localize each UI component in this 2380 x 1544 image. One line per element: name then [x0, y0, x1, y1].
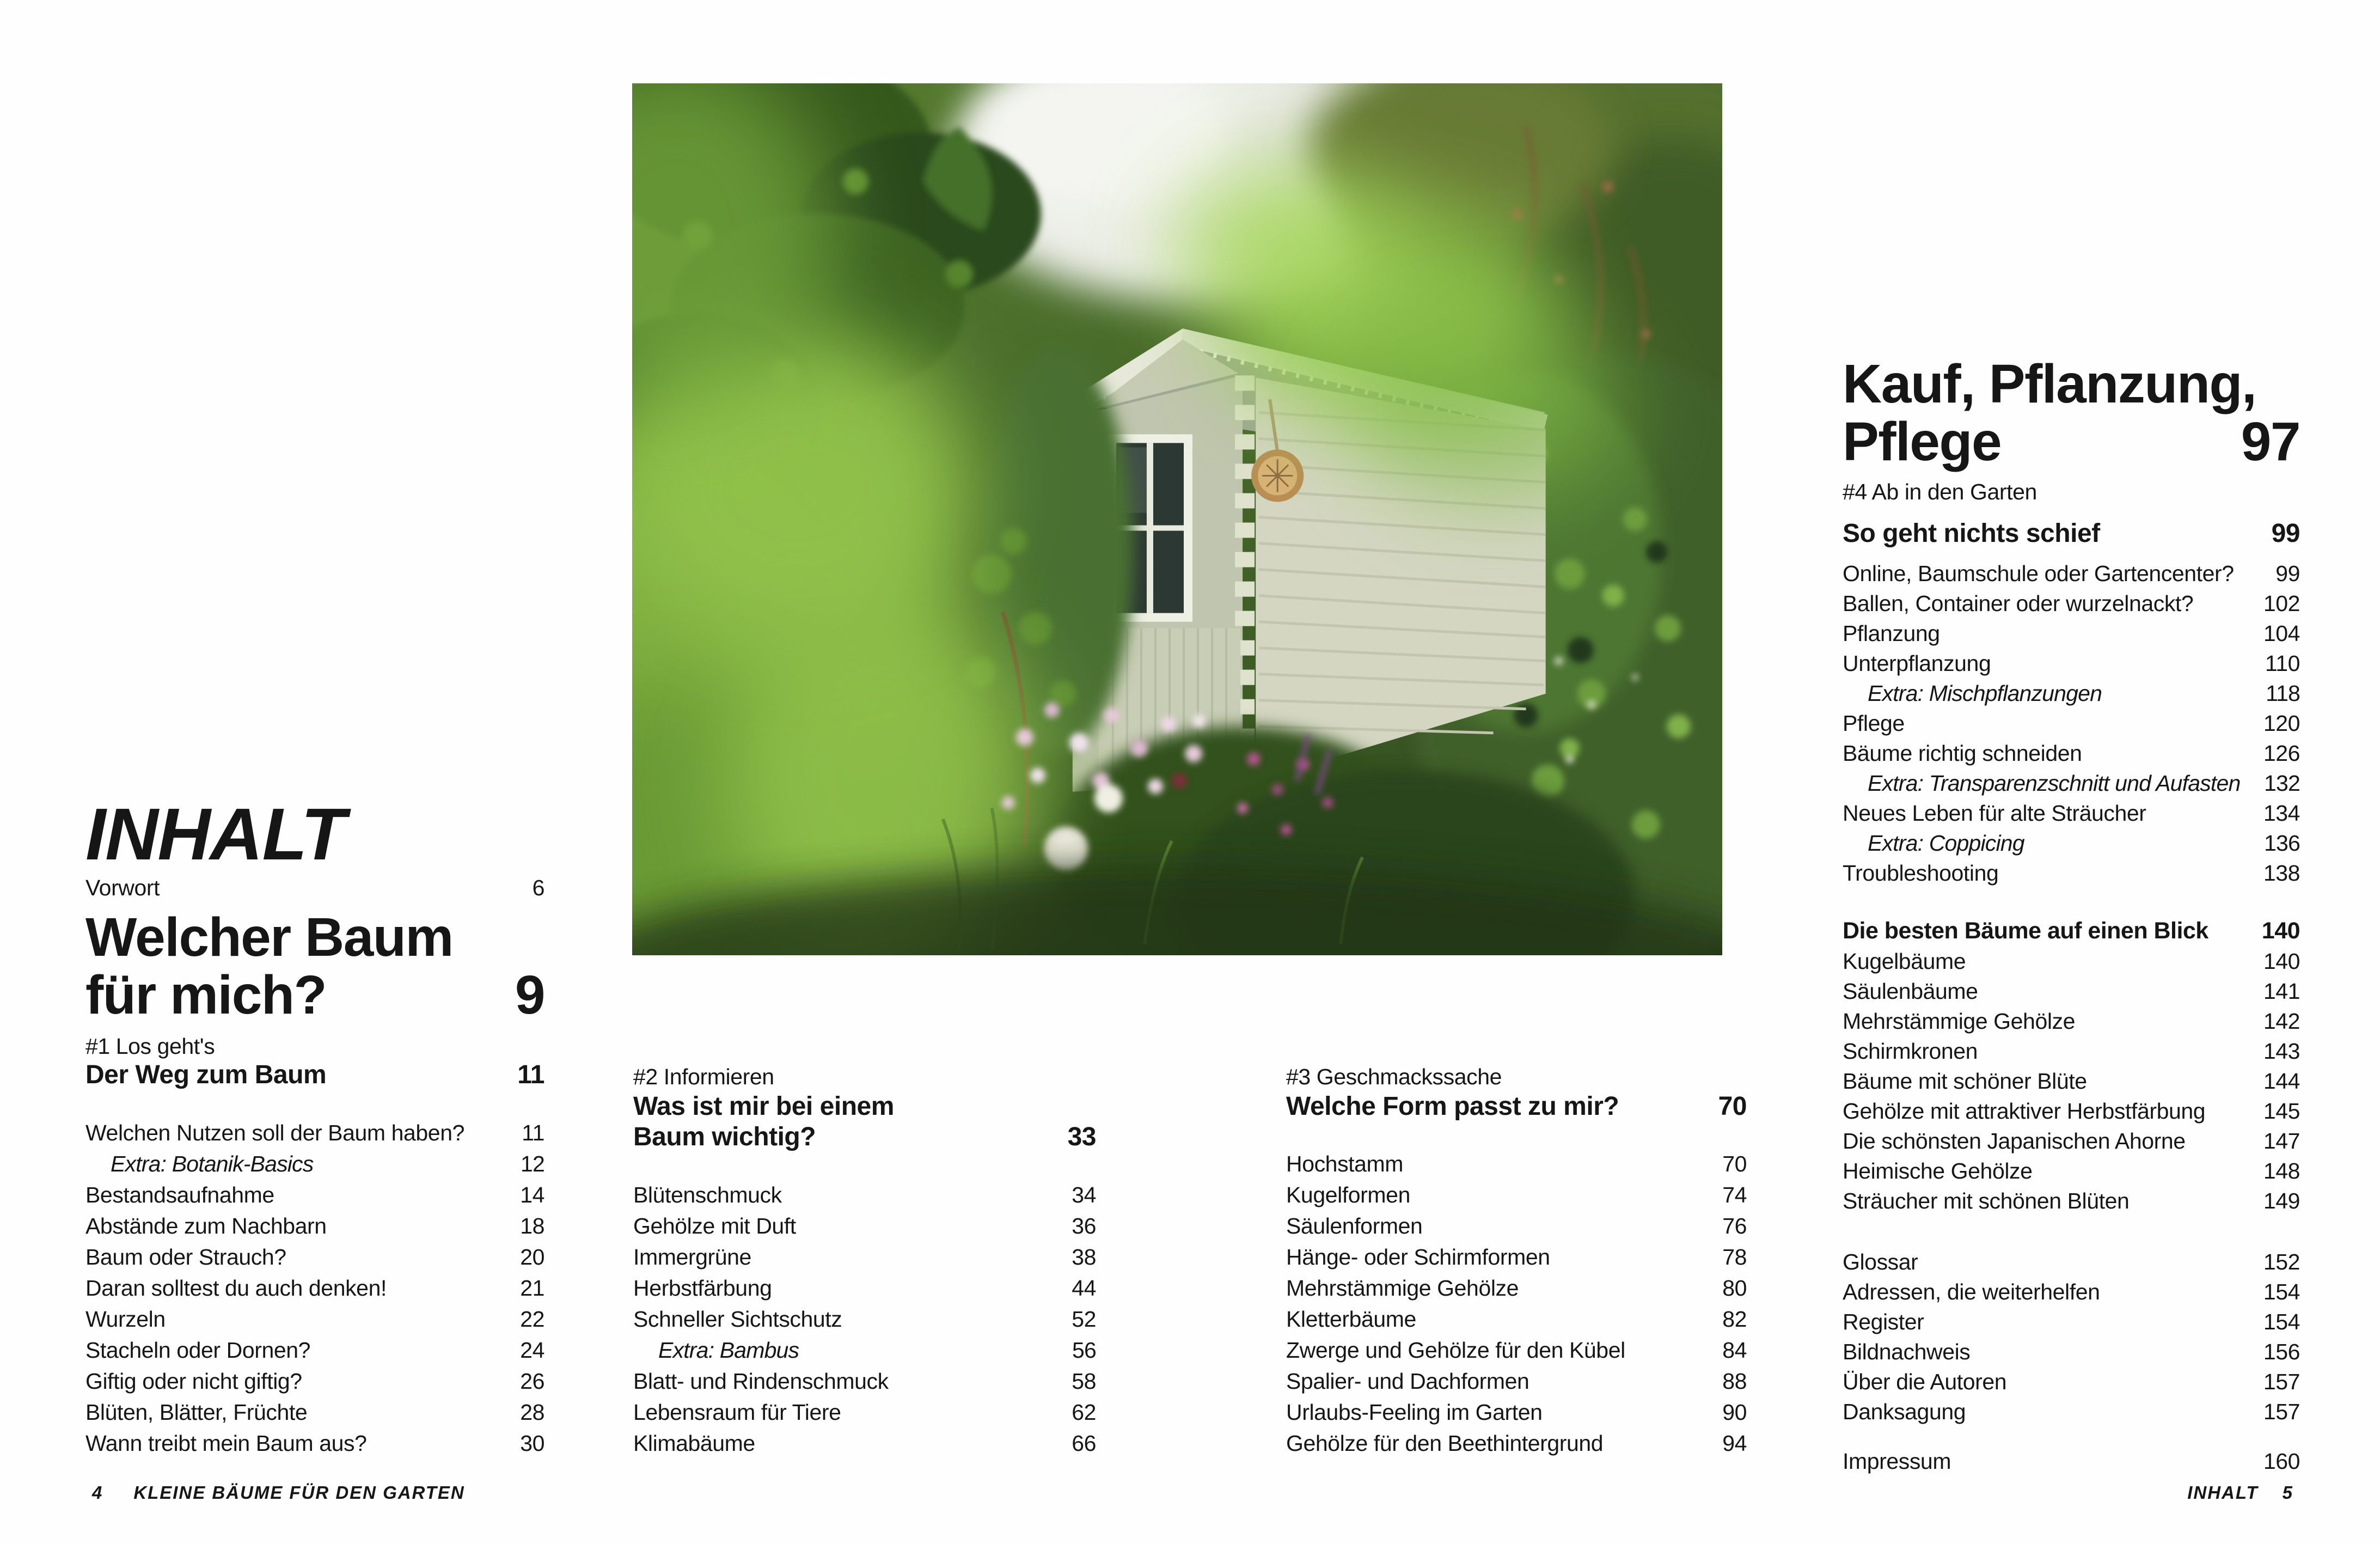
toc-entry-page: 22 [520, 1307, 544, 1332]
toc-entry-page: 11 [522, 1120, 544, 1145]
toc-entry[interactable] [633, 1397, 1096, 1428]
footer-right-section-title: INHALT [2187, 1482, 2259, 1503]
toc-entry-label: Troubleshooting [1843, 861, 1999, 886]
toc-entry[interactable] [1843, 1277, 2300, 1307]
part2-title-line2: Pflege [1843, 411, 2002, 472]
toc-entry-page: 26 [520, 1369, 544, 1394]
toc-entry-page: 6 [532, 875, 544, 900]
toc-entry-label: Stacheln oder Dornen? [85, 1338, 311, 1363]
toc-entry-label: Schirmkronen [1843, 1039, 1978, 1064]
toc-entry-label: Immergrüne [633, 1244, 751, 1270]
toc-entry-label: Bestandsaufnahme [85, 1182, 274, 1207]
toc-entry-label: Wurzeln [85, 1307, 166, 1332]
toc-entry-page: 58 [1072, 1369, 1096, 1394]
toc-entry[interactable] [1843, 858, 2300, 888]
toc-entry[interactable] [85, 1304, 544, 1335]
toc-entry-label: Glossar [1843, 1249, 1918, 1274]
toc-entry[interactable] [85, 1180, 544, 1211]
toc-entry-page: 82 [1722, 1307, 1747, 1332]
toc-entry[interactable] [1843, 649, 2300, 679]
toc-entry[interactable] [633, 1335, 1096, 1366]
chapter3-page: 70 [1718, 1092, 1747, 1121]
toc-entry-page: 154 [2263, 1279, 2300, 1304]
toc-entry-page: 104 [2263, 621, 2300, 646]
toc-entry-label: Neues Leben für alte Sträucher [1843, 801, 2146, 826]
toc-entry-page: 44 [1072, 1276, 1096, 1301]
footer-left-book-title: KLEINE BÄUME FÜR DEN GARTEN [133, 1482, 465, 1503]
toc-entry[interactable] [1286, 1211, 1747, 1242]
toc-entry[interactable] [1843, 828, 2300, 858]
toc-entry-page: 154 [2263, 1309, 2300, 1334]
toc-entry[interactable] [85, 1335, 544, 1366]
page-title: INHALT [85, 793, 345, 876]
toc-entry-page: 14 [520, 1182, 544, 1207]
toc-entry[interactable] [1843, 977, 2300, 1006]
toc-entry-page: 99 [2275, 561, 2300, 586]
toc-entry[interactable] [1286, 1366, 1747, 1397]
toc-entry-label: Giftig oder nicht giftig? [85, 1369, 302, 1394]
toc-entry-label: Säulenbäume [1843, 979, 1978, 1004]
toc-entry-page: 145 [2263, 1099, 2300, 1124]
toc-entry-label: Online, Baumschule oder Gartencenter? [1843, 561, 2234, 586]
toc-entry[interactable] [1843, 1367, 2300, 1397]
toc-entry-label: Zwerge und Gehölze für den Kübel [1286, 1338, 1625, 1363]
toc-entry-vorwort[interactable] [85, 872, 544, 904]
toc-list-overview [1843, 947, 2300, 1216]
toc-entry-label: Bildnachweis [1843, 1339, 1971, 1364]
toc-entry[interactable] [1843, 798, 2300, 828]
toc-entry-label: Unterpflanzung [1843, 651, 1991, 676]
toc-entry[interactable] [1843, 679, 2300, 709]
chapter4-title: So geht nichts schief [1843, 519, 2100, 548]
toc-entry-label: Kugelbäume [1843, 949, 1966, 974]
toc-entry-label: Ballen, Container oder wurzelnackt? [1843, 591, 2194, 616]
toc-entry-label: Adressen, die weiterhelfen [1843, 1279, 2100, 1304]
toc-entry-label: Pflege [1843, 711, 1905, 736]
toc-entry-page: 142 [2263, 1009, 2300, 1034]
toc-entry-page: 149 [2263, 1188, 2300, 1213]
toc-entry-page: 80 [1722, 1276, 1747, 1301]
toc-entry[interactable] [1843, 1096, 2300, 1126]
toc-entry[interactable] [1286, 1242, 1747, 1273]
toc-entry[interactable] [1286, 1180, 1747, 1211]
toc-entry[interactable] [1843, 709, 2300, 739]
toc-entry-page: 157 [2263, 1399, 2300, 1424]
toc-entry[interactable] [1843, 1156, 2300, 1186]
toc-entry-label: Mehrstämmige Gehölze [1286, 1276, 1519, 1301]
toc-entry[interactable] [633, 1428, 1096, 1459]
toc-entry-label: Extra: Coppicing [1868, 831, 2024, 856]
part1-title-line2: für mich? [85, 965, 327, 1026]
toc-entry-label: Kugelformen [1286, 1182, 1410, 1207]
toc-entry-label: Extra: Botanik-Basics [111, 1151, 314, 1176]
toc-entry-label: Herbstfärbung [633, 1276, 772, 1301]
toc-entry[interactable] [1286, 1149, 1747, 1180]
overview-heading: Die besten Bäume auf einen Blick [1843, 918, 2208, 944]
toc-entry-label: Welchen Nutzen soll der Baum haben? [85, 1120, 464, 1145]
toc-entry-label: Wann treibt mein Baum aus? [85, 1431, 367, 1456]
chapter3-title-row[interactable] [1286, 1091, 1747, 1122]
toc-entry[interactable] [1843, 947, 2300, 977]
toc-entry-page: 28 [520, 1400, 544, 1425]
toc-entry[interactable] [1286, 1335, 1747, 1366]
toc-entry[interactable] [633, 1273, 1096, 1304]
toc-entry-label: Vorwort [85, 875, 160, 900]
toc-entry-label: Extra: Bambus [658, 1338, 799, 1363]
toc-entry-label: Spalier- und Dachformen [1286, 1369, 1529, 1394]
toc-entry[interactable] [1843, 1006, 2300, 1036]
toc-entry-page: 144 [2263, 1069, 2300, 1094]
toc-entry-label: Register [1843, 1309, 1924, 1334]
footer-right [2187, 1482, 2300, 1503]
toc-entry-label: Kletterbäume [1286, 1307, 1416, 1332]
toc-entry-label: Mehrstämmige Gehölze [1843, 1009, 2076, 1034]
toc-entry-page: 143 [2263, 1039, 2300, 1064]
toc-entry-label: Heimische Gehölze [1843, 1158, 2033, 1183]
toc-entry[interactable] [633, 1180, 1096, 1211]
toc-entry-page: 74 [1722, 1182, 1747, 1207]
toc-entry-label: Blatt- und Rindenschmuck [633, 1369, 889, 1394]
toc-entry[interactable] [633, 1242, 1096, 1273]
toc-entry-label: Lebensraum für Tiere [633, 1400, 841, 1425]
toc-entry-page: 102 [2263, 591, 2300, 616]
toc-entry-page: 52 [1072, 1307, 1096, 1332]
overview-heading-page: 140 [2261, 918, 2300, 944]
toc-entry[interactable] [1843, 1337, 2300, 1367]
toc-entry[interactable] [85, 1366, 544, 1397]
toc-entry-page: 136 [2264, 831, 2300, 856]
toc-entry[interactable] [85, 1242, 544, 1273]
toc-entry[interactable] [85, 1397, 544, 1428]
toc-entry[interactable] [85, 1211, 544, 1242]
toc-entry[interactable] [85, 1273, 544, 1304]
toc-entry-page: 118 [2266, 681, 2300, 706]
toc-entry-page: 62 [1072, 1400, 1096, 1425]
chapter2-title-line2: Baum wichtig? [633, 1122, 816, 1151]
chapter2-title-block[interactable] [633, 1091, 1096, 1152]
part1-title-line1: Welcher Baum [85, 907, 453, 968]
chapter3-kicker: #3 Geschmackssache [1286, 1064, 1502, 1089]
toc-entry[interactable] [1843, 1036, 2300, 1066]
toc-entry-label: Bäume mit schöner Blüte [1843, 1069, 2087, 1094]
toc-entry-page: 152 [2263, 1249, 2300, 1274]
toc-entry[interactable] [1843, 1066, 2300, 1096]
toc-entry[interactable] [1286, 1273, 1747, 1304]
toc-entry[interactable] [85, 1428, 544, 1459]
toc-entry-page: 21 [520, 1276, 544, 1301]
toc-entry[interactable] [1843, 1247, 2300, 1277]
chapter2-page: 33 [1067, 1122, 1096, 1151]
toc-list-chapter4 [1843, 559, 2300, 888]
part1-page: 9 [515, 965, 544, 1026]
toc-entry[interactable] [633, 1366, 1096, 1397]
toc-entry-page: 18 [520, 1213, 544, 1238]
toc-entry-page: 66 [1072, 1431, 1096, 1456]
toc-entry-label: Impressum [1843, 1449, 1951, 1474]
toc-entry-label: Sträucher mit schönen Blüten [1843, 1188, 2130, 1213]
toc-entry-page: 20 [520, 1244, 544, 1270]
toc-entry-label: Hänge- oder Schirmformen [1286, 1244, 1550, 1270]
toc-entry-page: 76 [1722, 1213, 1747, 1238]
toc-entry-page: 126 [2263, 741, 2300, 766]
toc-entry-page: 24 [520, 1338, 544, 1363]
garden-photo-illustration [632, 83, 1722, 955]
toc-entry-label: Über die Autoren [1843, 1369, 2007, 1394]
toc-entry-label: Gehölze mit attraktiver Herbstfärbung [1843, 1099, 2206, 1124]
toc-entry[interactable] [85, 1149, 544, 1180]
chapter3-title: Welche Form passt zu mir? [1286, 1092, 1619, 1121]
toc-entry-page: 138 [2263, 861, 2300, 886]
footer-left [85, 1482, 465, 1503]
toc-entry[interactable] [1286, 1397, 1747, 1428]
toc-entry-page: 110 [2265, 651, 2300, 676]
toc-entry-label: Bäume richtig schneiden [1843, 741, 2082, 766]
toc-list-chapter1 [85, 1118, 544, 1459]
toc-entry-label: Hochstamm [1286, 1151, 1404, 1176]
toc-entry-label: Schneller Sichtschutz [633, 1307, 842, 1332]
toc-entry-page: 120 [2263, 711, 2300, 736]
toc-entry-page: 12 [521, 1151, 544, 1176]
part1-title [85, 908, 544, 1024]
overview-heading-row[interactable] [1843, 916, 2300, 946]
toc-entry[interactable] [1843, 559, 2300, 589]
toc-entry-label: Blüten, Blätter, Früchte [85, 1400, 308, 1425]
toc-entry-label: Urlaubs-Feeling im Garten [1286, 1400, 1543, 1425]
toc-entry[interactable] [1286, 1428, 1747, 1459]
toc-entry-label: Blütenschmuck [633, 1182, 782, 1207]
toc-entry[interactable] [1843, 1397, 2300, 1427]
chapter1-title-row[interactable] [85, 1060, 544, 1090]
footer-left-page-number: 4 [92, 1482, 103, 1503]
chapter1-page: 11 [517, 1060, 544, 1089]
toc-entry[interactable] [85, 1118, 544, 1149]
toc-entry-page: 94 [1722, 1431, 1747, 1456]
toc-entry-page: 30 [520, 1431, 544, 1456]
toc-entry-page: 160 [2263, 1449, 2300, 1474]
toc-entry-label: Gehölze für den Beethintergrund [1286, 1431, 1604, 1456]
toc-entry-page: 148 [2263, 1158, 2300, 1183]
toc-list-endmatter [1843, 1247, 2300, 1427]
toc-entry[interactable] [1843, 1186, 2300, 1216]
chapter4-page: 99 [2271, 519, 2300, 548]
toc-entry-page: 134 [2263, 801, 2300, 826]
toc-entry-page: 84 [1722, 1338, 1747, 1363]
toc-entry-page: 78 [1722, 1244, 1747, 1270]
toc-entry-label: Gehölze mit Duft [633, 1213, 796, 1238]
chapter4-title-row[interactable] [1843, 518, 2300, 549]
chapter2-title-line1: Was ist mir bei einem [633, 1092, 894, 1121]
chapter4-kicker: #4 Ab in den Garten [1843, 479, 2037, 504]
toc-entry-label: Die schönsten Japanischen Ahorne [1843, 1128, 2186, 1154]
toc-entry-page: 70 [1722, 1151, 1747, 1176]
toc-entry-label: Danksagung [1843, 1399, 1966, 1424]
toc-entry-label: Säulenformen [1286, 1213, 1423, 1238]
toc-entry[interactable] [1843, 619, 2300, 649]
toc-entry-page: 147 [2263, 1128, 2300, 1154]
toc-entry-page: 156 [2263, 1339, 2300, 1364]
toc-entry[interactable] [1843, 1307, 2300, 1337]
toc-entry-page: 88 [1722, 1369, 1747, 1394]
toc-entry-label: Pflanzung [1843, 621, 1940, 646]
toc-entry[interactable] [1843, 1126, 2300, 1156]
toc-entry-label: Extra: Mischpflanzungen [1868, 681, 2102, 706]
toc-entry-label: Daran solltest du auch denken! [85, 1276, 387, 1301]
toc-entry-page: 132 [2264, 771, 2300, 796]
chapter2-kicker: #2 Informieren [633, 1064, 774, 1089]
toc-entry[interactable] [1843, 589, 2300, 619]
toc-list-chapter2 [633, 1180, 1096, 1459]
toc-entry[interactable] [1286, 1304, 1747, 1335]
toc-entry-impressum[interactable] [1843, 1446, 2300, 1477]
toc-entry-page: 140 [2263, 949, 2300, 974]
garden-photo [632, 83, 1722, 955]
toc-entry-page: 38 [1072, 1244, 1096, 1270]
toc-list-chapter3 [1286, 1149, 1747, 1459]
toc-entry-label: Extra: Transparenzschnitt und Aufasten [1868, 771, 2241, 796]
toc-entry-label: Klimabäume [633, 1431, 755, 1456]
toc-entry[interactable] [633, 1211, 1096, 1242]
toc-entry-page: 141 [2263, 979, 2300, 1004]
part2-page: 97 [2241, 411, 2300, 472]
toc-entry-page: 56 [1072, 1338, 1096, 1363]
toc-entry-label: Abstände zum Nachbarn [85, 1213, 327, 1238]
chapter1-kicker: #1 Los geht's [85, 1034, 215, 1059]
chapter1-title: Der Weg zum Baum [85, 1060, 327, 1089]
toc-entry-page: 36 [1072, 1213, 1096, 1238]
toc-entry-page: 157 [2263, 1369, 2300, 1394]
toc-entry-label: Baum oder Strauch? [85, 1244, 286, 1270]
toc-entry[interactable] [1843, 739, 2300, 768]
footer-right-page-number: 5 [2282, 1482, 2293, 1503]
toc-entry[interactable] [633, 1304, 1096, 1335]
toc-entry[interactable] [1843, 768, 2300, 798]
part2-title [1843, 355, 2300, 471]
toc-entry-page: 90 [1722, 1400, 1747, 1425]
toc-entry-page: 34 [1072, 1182, 1096, 1207]
part2-title-line1: Kauf, Pflanzung, [1843, 353, 2256, 414]
